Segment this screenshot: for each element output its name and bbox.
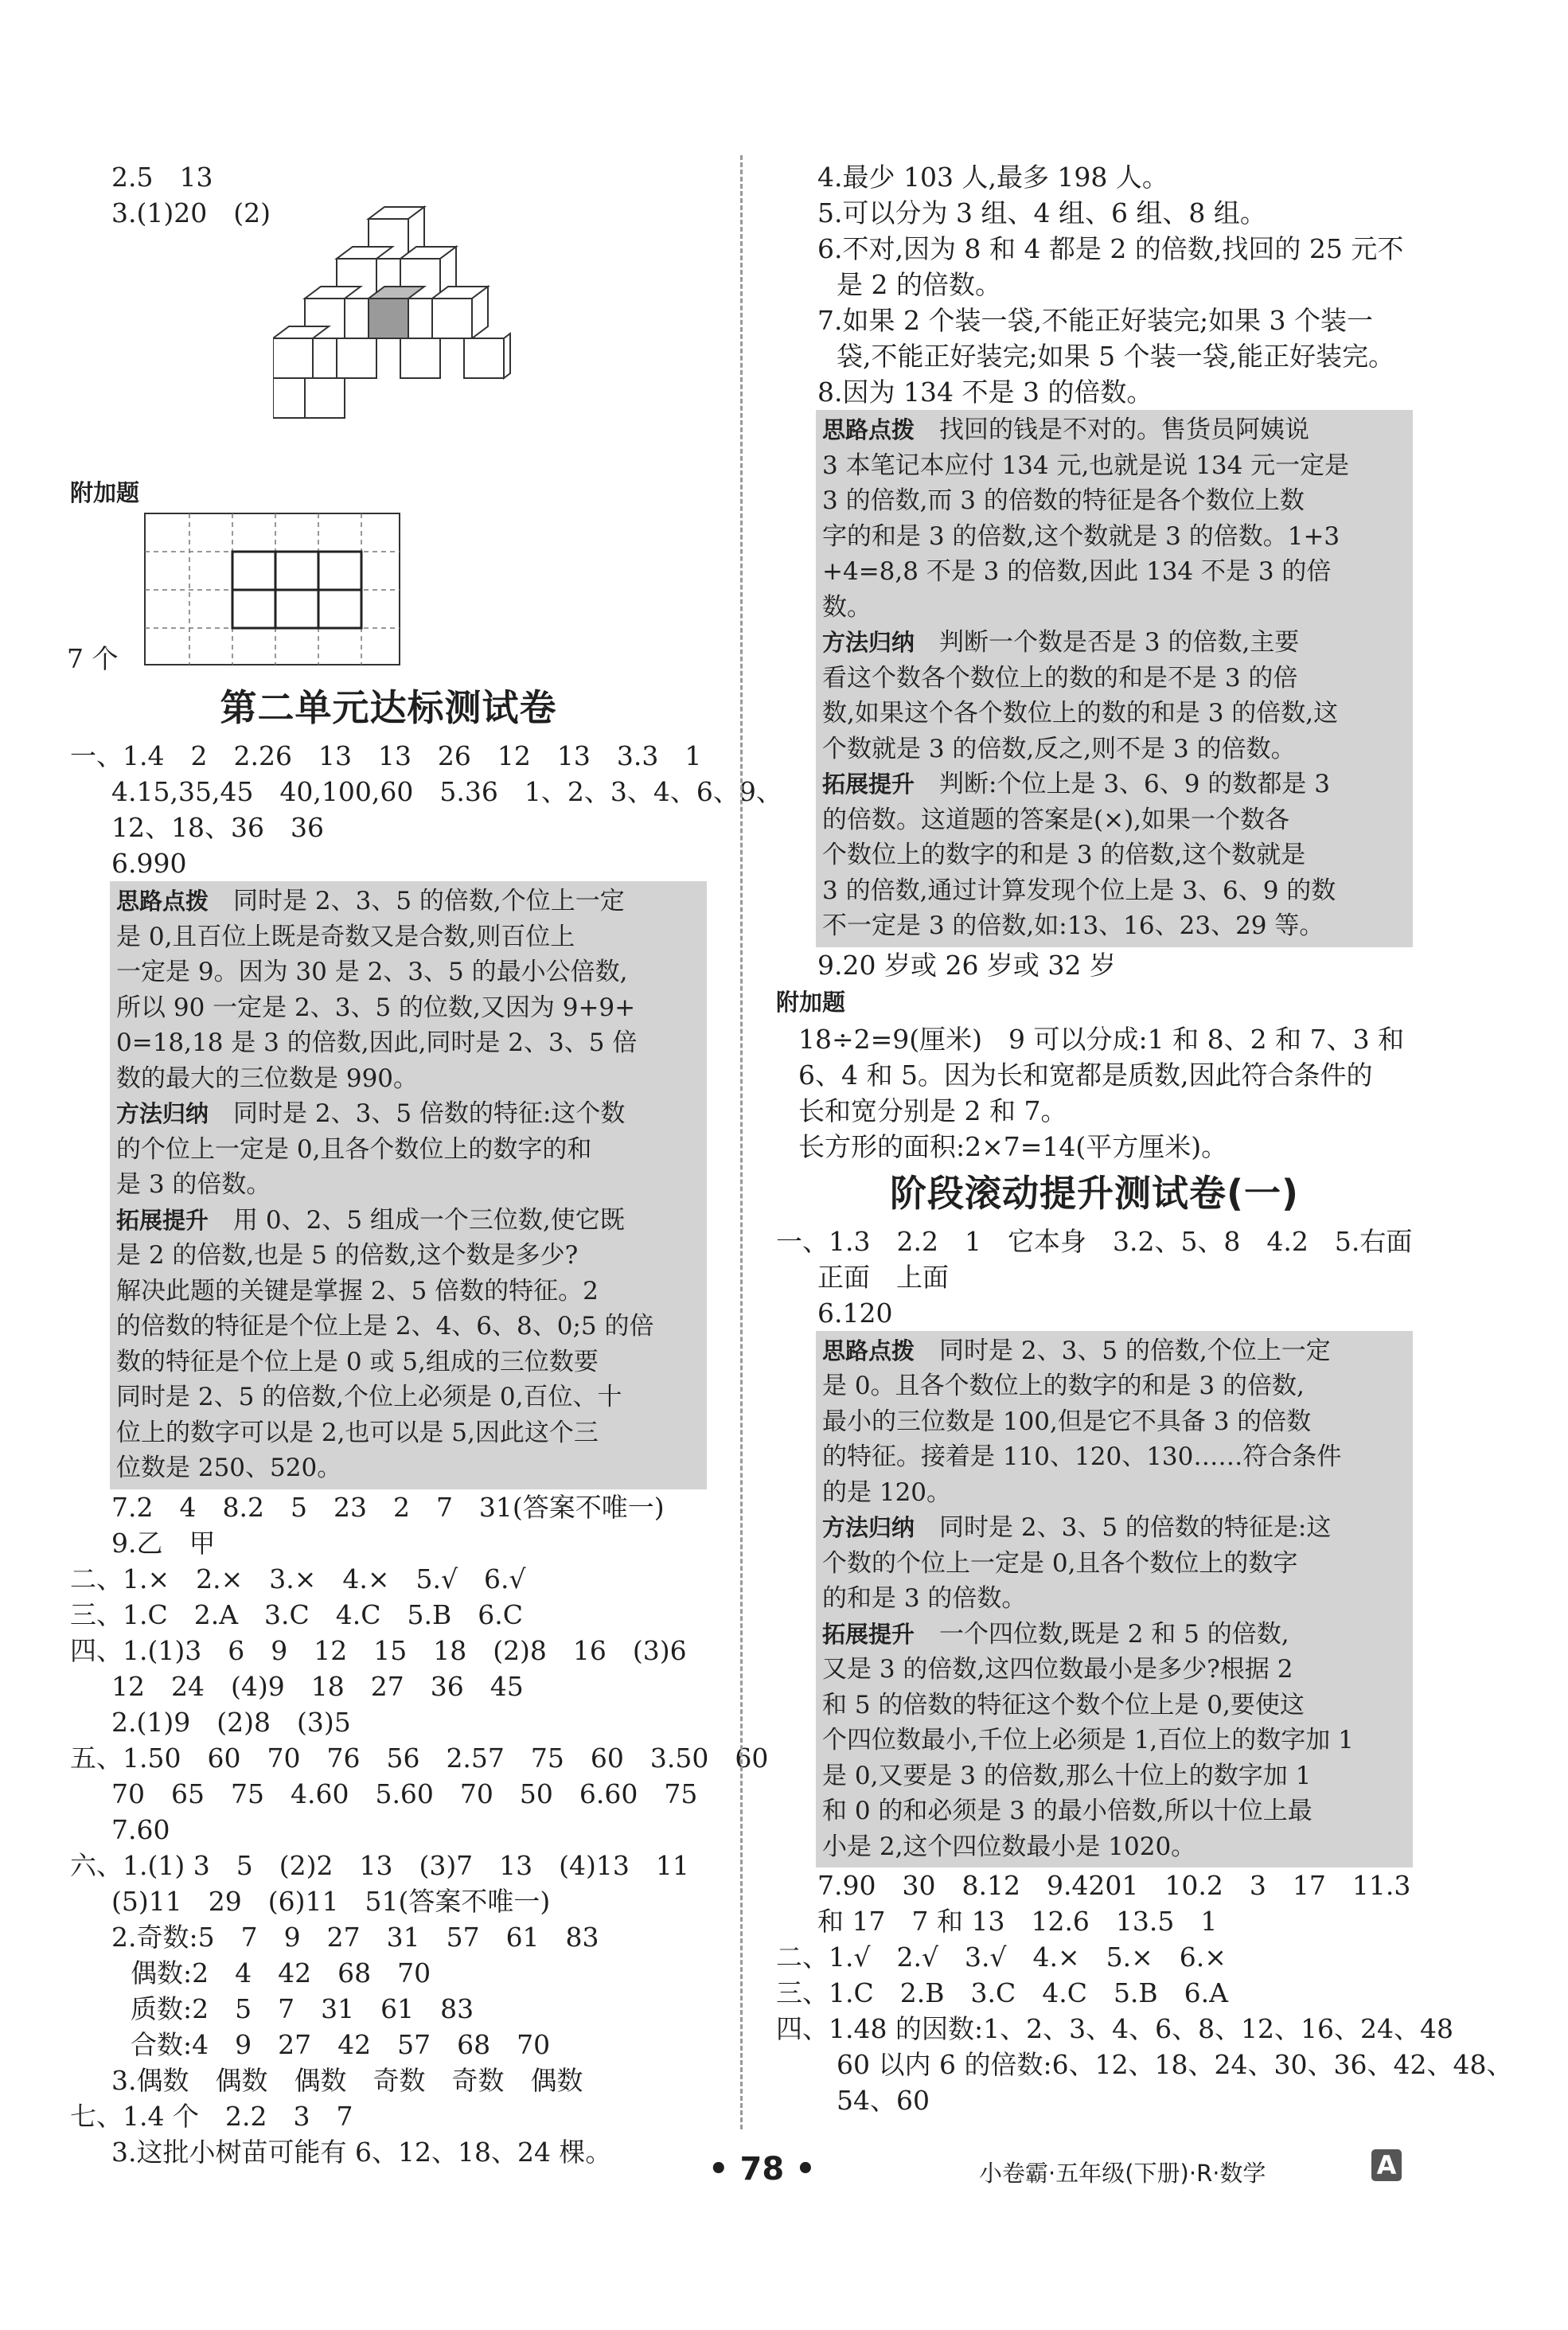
box-text: 的是 120。	[822, 1477, 952, 1507]
answer-line: 12 24 (4)9 18 27 36 45	[111, 1670, 524, 1702]
box-text: 是 0,且百位上既是奇数又是合数,则百位上	[116, 922, 575, 951]
answer-line: 6.990	[111, 848, 187, 879]
box-text: 是 0。且各个数位上的数字的和是 3 的倍数,	[822, 1372, 1305, 1400]
box-text: 小是 2,这个四位数最小是 1020。	[822, 1832, 1196, 1861]
answer-line: 一、1.3 2.2 1 它本身 3.2、5、8 4.2 5.右面	[776, 1225, 1413, 1257]
answer-line: 3.(1)20 (2)	[111, 197, 271, 228]
answer-line: 合数:4 9 27 42 57 68 70	[131, 2028, 551, 2060]
answer-line: 7.如果 2 个装一袋,不能正好装完;如果 3 个装一	[817, 305, 1374, 336]
box-text: 又是 3 的倍数,这四位数最小是多少?根据 2	[822, 1655, 1293, 1684]
left-column	[67, 159, 782, 2170]
cube-figure-block	[70, 195, 707, 474]
answer-line: 7.90 30 8.12 9.4201 10.2 3 17 11.3	[817, 1870, 1411, 1901]
answer-line: 二、1.× 2.× 3.× 4.× 5.√ 6.√	[70, 1563, 526, 1594]
answer-line: 袋,不能正好装完;如果 5 个装一袋,能正好装完。	[837, 341, 1395, 372]
stage-title: 阶段滚动提升测试卷(一)	[889, 1171, 1300, 1215]
box-tag: 方法归纳	[116, 1100, 209, 1127]
box-tag: 思路点拨	[822, 416, 915, 443]
answer-line: 54、60	[837, 2085, 930, 2116]
box-text: 数的最大的三位数是 990。	[116, 1064, 419, 1093]
box-text: 同时是 2、3、5 倍数的特征:这个数	[233, 1099, 626, 1128]
answer-line: 一、1.4 2 2.26 13 13 26 12 13 3.3 1	[70, 740, 702, 771]
edition-badge: A	[1371, 2149, 1402, 2181]
answer-line: 长和宽分别是 2 和 7。	[798, 1095, 1067, 1126]
box-text: 3 本笔记本应付 134 元,也就是说 134 元一定是	[822, 451, 1350, 480]
box-text: 所以 90 一定是 2、3、5 的位数,又因为 9+9+	[116, 993, 636, 1022]
answer-line: 18÷2=9(厘米) 9 可以分成:1 和 8、2 和 7、3 和	[798, 1023, 1405, 1055]
answer-line: 质数:2 5 7 31 61 83	[131, 1992, 474, 2024]
answer-line: 7.60	[111, 1813, 170, 1845]
grid-figure	[143, 512, 406, 671]
box-text: 同时是 2、3、5 的倍数的特征是:这	[939, 1513, 1332, 1542]
fujia-heading: 附加题	[776, 988, 846, 1016]
answer-line: 二、1.√ 2.√ 3.√ 4.× 5.× 6.×	[776, 1942, 1227, 1973]
column-divider	[740, 155, 743, 2129]
answer-line: 偶数:2 4 42 68 70	[131, 1957, 431, 1989]
box-text: 位上的数字可以是 2,也可以是 5,因此这个三	[116, 1418, 599, 1447]
box-text: 和 0 的和必须是 3 的最小倍数,所以十位上最	[822, 1797, 1313, 1825]
answer-line: 12、18、36 36	[111, 812, 324, 843]
answer-line: 四、1.48 的因数:1、2、3、4、6、8、12、16、24、48	[776, 2013, 1454, 2044]
box-tag: 方法归纳	[822, 1514, 915, 1541]
box-text: 3 的倍数,通过计算发现个位上是 3、6、9 的数	[822, 876, 1336, 905]
answer-line: 9.20 岁或 26 岁或 32 岁	[817, 949, 1116, 981]
box-text: +4=8,8 不是 3 的倍数,因此 134 不是 3 的倍	[822, 557, 1332, 586]
answer-line: 七、1.4 个 2.2 3 7	[70, 2100, 353, 2132]
answer-line: 3.偶数 偶数 偶数 奇数 奇数 偶数	[111, 2064, 583, 2096]
box-tag: 拓展提升	[822, 1620, 915, 1648]
answer-line: 70 65 75 4.60 5.60 70 50 6.60 75	[111, 1778, 698, 1809]
fujia-heading: 附加题	[70, 479, 140, 506]
box-text: 3 的倍数,而 3 的倍数的特征是各个数位上数	[822, 486, 1305, 515]
box-text: 一定是 9。因为 30 是 2、3、5 的最小公倍数,	[116, 958, 628, 986]
answer-line: 正面 上面	[817, 1261, 949, 1293]
box-text: 0=18,18 是 3 的倍数,因此,同时是 2、3、5 倍	[116, 1028, 638, 1057]
box-text: 数,如果这个各个数位上的数的和是 3 的倍数,这	[822, 699, 1339, 728]
answer-line: 6、4 和 5。因为长和宽都是质数,因此符合条件的	[798, 1059, 1373, 1091]
right-column	[776, 159, 1513, 2118]
box-text: 的个位上一定是 0,且各个数位上的数字的和	[116, 1134, 592, 1164]
page-number: • 78 •	[708, 2151, 816, 2188]
answer-line: 5.可以分为 3 组、4 组、6 组、8 组。	[817, 197, 1266, 228]
answer-line: 6.120	[817, 1297, 893, 1329]
box-text: 字的和是 3 的倍数,这个数就是 3 的倍数。1+3	[822, 521, 1340, 551]
box-text: 用 0、2、5 组成一个三位数,使它既	[233, 1205, 625, 1235]
answer-line: 7.2 4 8.2 5 23 2 7 31(答案不唯一)	[111, 1491, 665, 1523]
box-text: 是 0,又要是 3 的倍数,那么十位上的数字加 1	[822, 1761, 1312, 1790]
box-text: 判断:个位上是 3、6、9 的数都是 3	[939, 770, 1330, 798]
box-text: 是 3 的倍数。	[116, 1170, 271, 1199]
answer-line: 4.最少 103 人,最多 198 人。	[817, 162, 1168, 193]
answer-line: 9.乙 甲	[111, 1527, 216, 1559]
box-text: 数的特征是个位上是 0 或 5,组成的三位数要	[116, 1347, 599, 1376]
box-tag: 拓展提升	[822, 771, 915, 798]
box-text: 的倍数。这道题的答案是(×),如果一个数各	[822, 805, 1290, 834]
cube-stack-figure	[273, 203, 512, 442]
box-text: 个数的个位上一定是 0,且各个数位上的数字	[822, 1548, 1298, 1578]
answer-line: 2.5 13	[111, 162, 213, 193]
box-text: 解决此题的关键是掌握 2、5 倍数的特征。2	[116, 1276, 599, 1306]
answer-line: 2.奇数:5 7 9 27 31 57 61 83	[111, 1921, 599, 1953]
explanation-box	[816, 410, 1413, 947]
box-text: 个数位上的数字的和是 3 的倍数,这个数就是	[822, 841, 1306, 869]
explanation-box	[110, 881, 707, 1489]
answer-line: 五、1.50 60 70 76 56 2.57 75 60 3.50 60	[70, 1742, 769, 1774]
box-tag: 思路点拨	[116, 888, 209, 915]
answer-line: 三、1.C 2.A 3.C 4.C 5.B 6.C	[70, 1598, 523, 1630]
box-tag: 拓展提升	[116, 1206, 209, 1234]
grid-caption: 7 个	[67, 643, 119, 674]
answer-line: 60 以内 6 的倍数:6、12、18、24、30、36、42、48、	[837, 2049, 1513, 2080]
box-text: 同时是 2、3、5 的倍数,个位上一定	[939, 1336, 1331, 1365]
box-text: 是 2 的倍数,也是 5 的倍数,这个数是多少?	[116, 1241, 579, 1270]
box-text: 判断一个数是否是 3 的倍数,主要	[939, 628, 1300, 657]
box-text: 看这个数各个数位上的数的和是不是 3 的倍	[822, 663, 1298, 693]
answer-line: (5)11 29 (6)11 51(答案不唯一)	[111, 1885, 551, 1917]
box-text: 同时是 2、3、5 的倍数,个位上一定	[233, 887, 625, 915]
box-text: 最小的三位数是 100,但是它不具备 3 的倍数	[822, 1407, 1312, 1436]
unit2-title: 第二单元达标测试卷	[220, 686, 557, 729]
answer-line: 4.15,35,45 40,100,60 5.36 1、2、3、4、6、9、	[111, 776, 782, 807]
box-tag: 方法归纳	[822, 629, 915, 656]
explanation-box	[816, 1331, 1413, 1868]
box-tag: 思路点拨	[822, 1337, 915, 1364]
book-title: 小卷霸·五年级(下册)·R·数学	[979, 2160, 1266, 2187]
answer-line: 是 2 的倍数。	[837, 269, 1001, 300]
box-text: 和 5 的倍数的特征这个数个位上是 0,要使这	[822, 1690, 1305, 1719]
answer-line: 四、1.(1)3 6 9 12 15 18 (2)8 16 (3)6	[70, 1634, 687, 1666]
answer-line: 六、1.(1) 3 5 (2)2 13 (3)7 13 (4)13 11	[70, 1849, 689, 1881]
box-text: 个四位数最小,千位上必须是 1,百位上的数字加 1	[822, 1726, 1354, 1754]
answer-line: 长方形的面积:2×7=14(平方厘米)。	[798, 1130, 1228, 1162]
box-text: 找回的钱是不对的。售货员阿姨说	[939, 416, 1310, 444]
box-text: 同时是 2、5 的倍数,个位上必须是 0,百位、十	[116, 1383, 622, 1411]
answer-line: 3.这批小树苗可能有 6、12、18、24 棵。	[111, 2136, 612, 2168]
box-text: 个数就是 3 的倍数,反之,则不是 3 的倍数。	[822, 734, 1296, 763]
box-text: 数。	[822, 592, 872, 622]
box-text: 的特征。接着是 110、120、130……符合条件	[822, 1442, 1342, 1471]
box-text: 一个四位数,既是 2 和 5 的倍数,	[939, 1619, 1289, 1649]
answer-line: 6.不对,因为 8 和 4 都是 2 的倍数,找回的 25 元不	[817, 233, 1404, 264]
answer-line: 8.因为 134 不是 3 的倍数。	[817, 377, 1153, 408]
box-text: 的倍数的特征是个位上是 2、4、6、8、0;5 的倍	[116, 1312, 654, 1341]
answer-line: 2.(1)9 (2)8 (3)5	[111, 1706, 351, 1738]
answer-line: 三、1.C 2.B 3.C 4.C 5.B 6.A	[776, 1977, 1228, 2008]
box-text: 不一定是 3 的倍数,如:13、16、23、29 等。	[822, 911, 1324, 940]
grid-figure-block	[67, 512, 707, 679]
answer-line: 和 17 7 和 13 12.6 13.5 1	[817, 1906, 1218, 1937]
box-text: 位数是 250、520。	[116, 1454, 342, 1482]
box-text: 的和是 3 的倍数。	[822, 1584, 1027, 1613]
